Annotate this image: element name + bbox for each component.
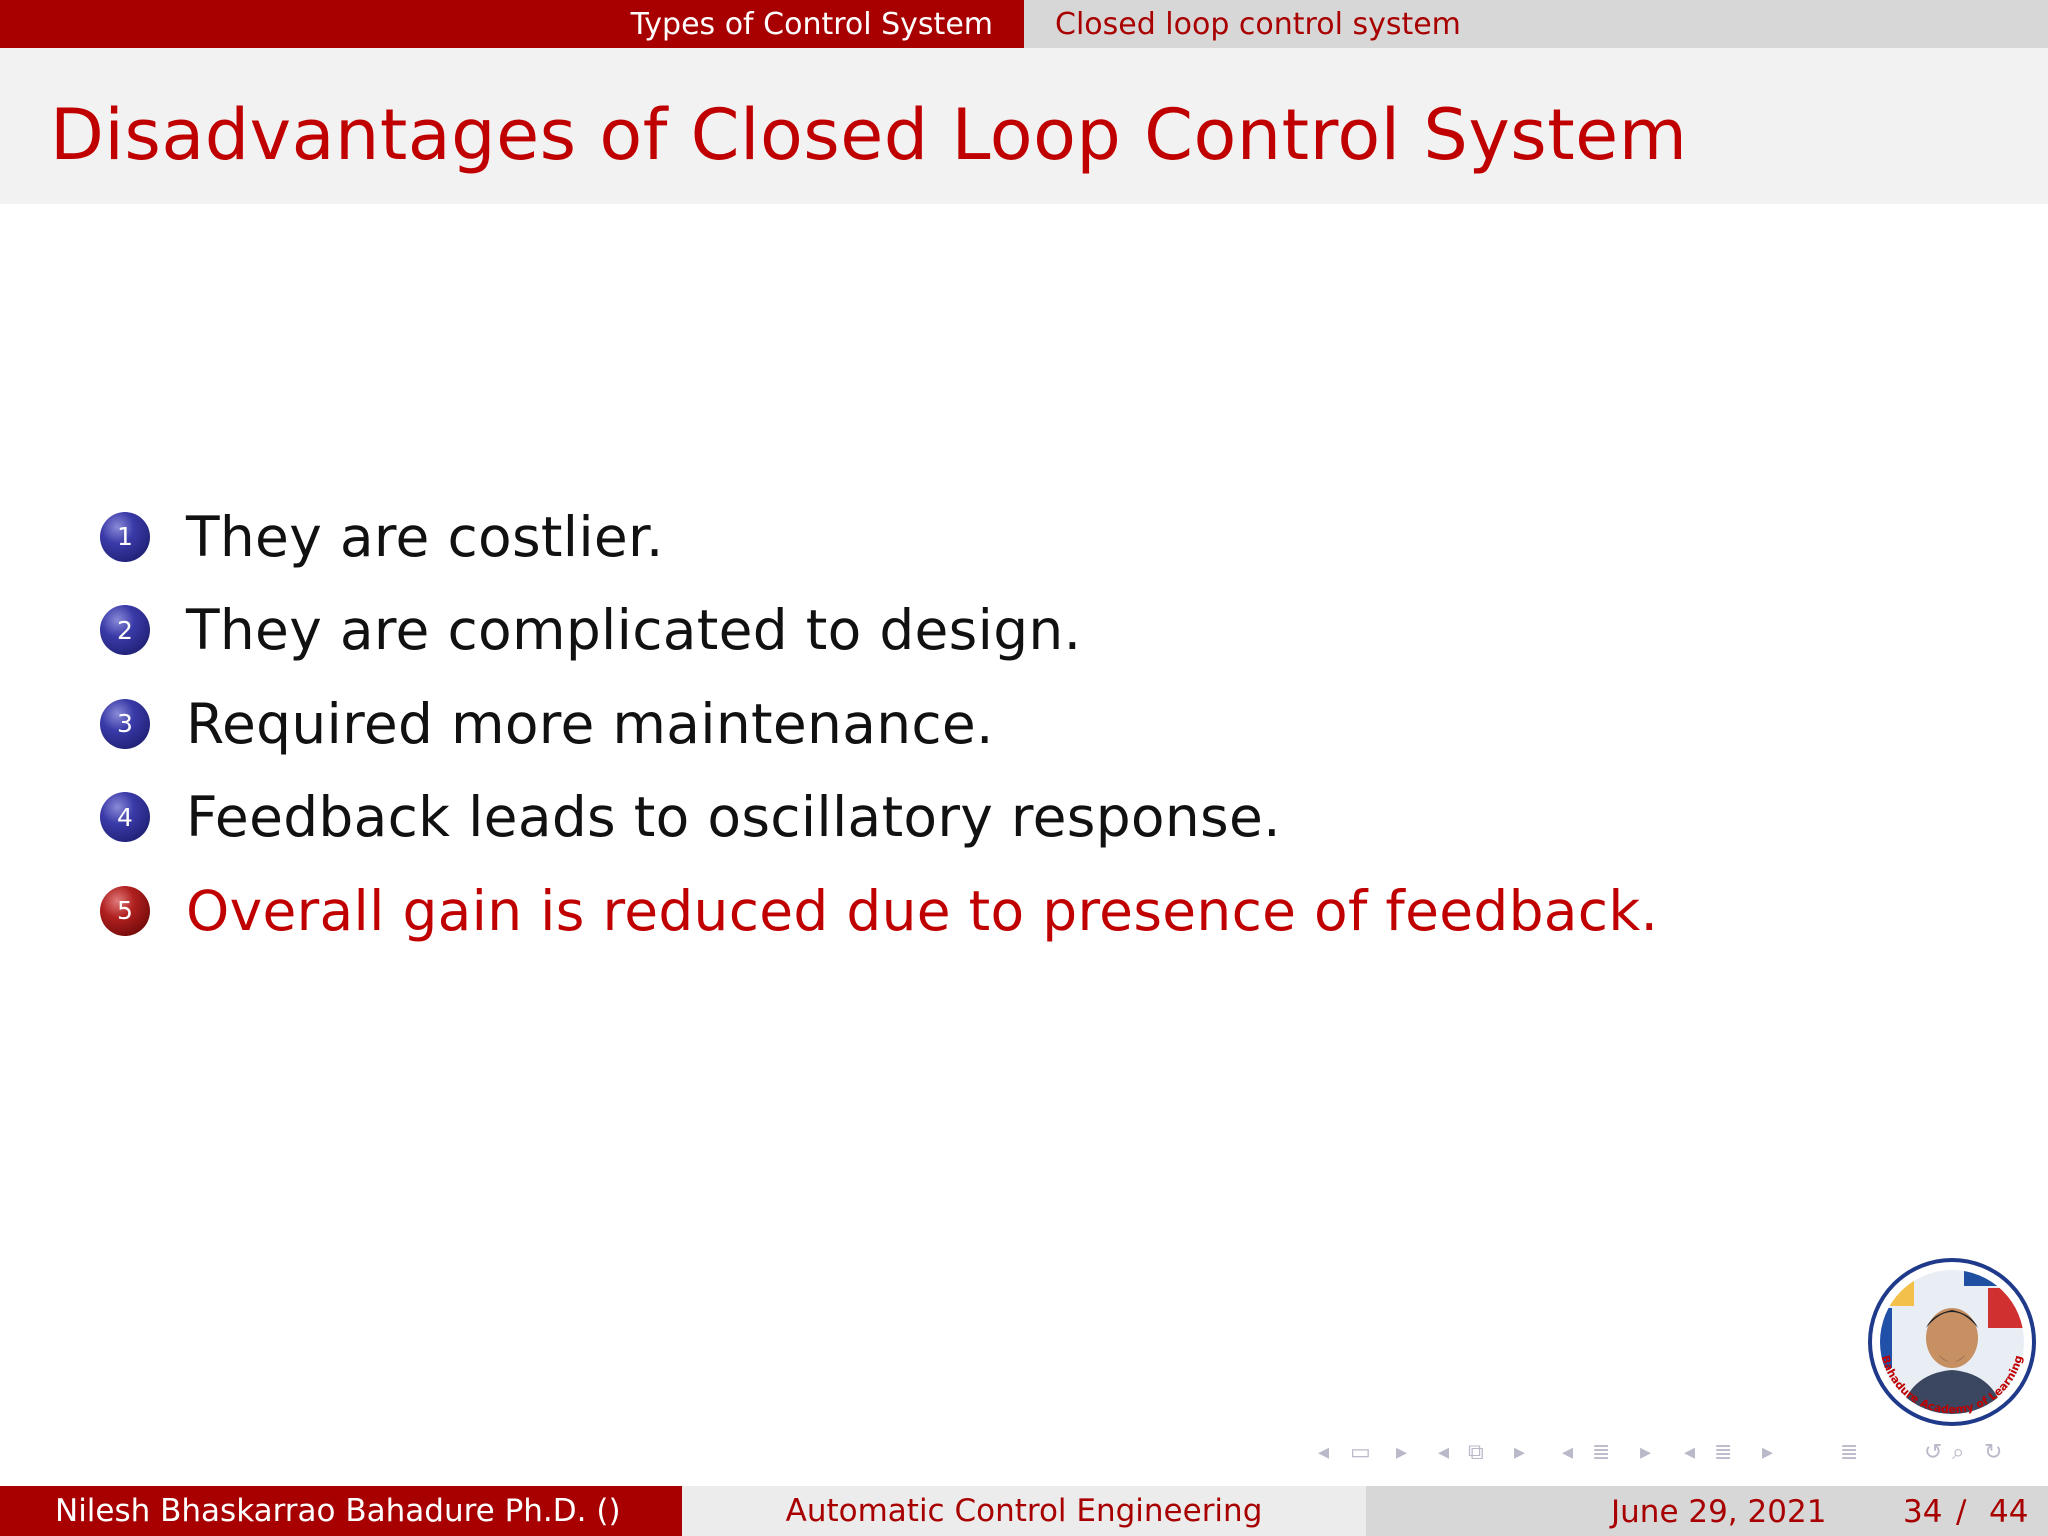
list-item-text: Overall gain is reduced due to presence of feedback.	[186, 878, 1659, 943]
enumerate-ball-icon: 5	[100, 886, 150, 936]
subsection-icon[interactable]: ⧉	[1468, 1440, 1484, 1465]
footer-date: June 29, 2021	[1611, 1494, 1827, 1530]
slide-prev-icon[interactable]: ◂	[1684, 1440, 1696, 1465]
list-item-text: Required more maintenance.	[186, 691, 994, 756]
list-item	[100, 771, 1658, 865]
section-link[interactable]: Types of Control System	[630, 6, 993, 42]
subsection-nav	[1024, 0, 2048, 48]
subsection-prev-icon[interactable]: ◂	[1438, 1440, 1450, 1465]
enumerate-ball-icon: 2	[100, 605, 150, 655]
list-item	[100, 584, 1658, 678]
section-nav	[0, 0, 1024, 48]
search-icon[interactable]: ⌕	[1952, 1440, 1965, 1465]
beamer-headline	[0, 0, 2048, 48]
page-separator: /	[1956, 1494, 1967, 1530]
slide-next-icon[interactable]: ▸	[1762, 1440, 1774, 1465]
section-icon[interactable]: ≣	[1592, 1440, 1611, 1465]
page-current: 34	[1903, 1494, 1943, 1530]
list-item	[100, 490, 1658, 584]
disadvantages-list	[100, 490, 1658, 958]
section-next-icon[interactable]: ▸	[1640, 1440, 1652, 1465]
footer-author: Nilesh Bhaskarrao Bahadure Ph.D. ()	[55, 1493, 621, 1529]
footer-author-box	[0, 1486, 682, 1536]
frame-icon[interactable]: ▭	[1350, 1440, 1371, 1465]
subsection-link[interactable]: Closed loop control system	[1055, 6, 1461, 42]
footer-title-box	[682, 1486, 1366, 1536]
page-total: 44	[1989, 1494, 2029, 1530]
list-item	[100, 677, 1658, 771]
beamer-footline	[0, 1486, 2048, 1536]
list-item-highlighted	[100, 864, 1658, 958]
back-icon[interactable]: ↺	[1924, 1440, 1943, 1465]
academy-logo	[1868, 1258, 2036, 1426]
list-item-text: Feedback leads to oscillatory response.	[186, 785, 1281, 850]
frame-title: Disadvantages of Closed Loop Control System	[50, 94, 1688, 176]
forward-icon[interactable]: ↻	[1984, 1440, 2003, 1465]
logo-caption: Bahadure Academy of Learning	[1878, 1353, 2026, 1417]
section-prev-icon[interactable]: ◂	[1562, 1440, 1574, 1465]
enumerate-ball-icon: 1	[100, 512, 150, 562]
enumerate-ball-icon: 4	[100, 792, 150, 842]
frame-prev-icon[interactable]: ◂	[1318, 1440, 1330, 1465]
slide-list-icon[interactable]: ≣	[1714, 1440, 1733, 1465]
footer-date-box	[1366, 1486, 2048, 1536]
enumerate-ball-icon: 3	[100, 699, 150, 749]
footer-course: Automatic Control Engineering	[785, 1493, 1263, 1529]
list-item-text: They are costlier.	[186, 504, 664, 569]
subsection-next-icon[interactable]: ▸	[1514, 1440, 1526, 1465]
list-item-text: They are complicated to design.	[186, 598, 1082, 663]
toc-icon[interactable]: ≣	[1840, 1440, 1859, 1465]
frame-title-band	[0, 48, 2048, 204]
frame-next-icon[interactable]: ▸	[1396, 1440, 1408, 1465]
beamer-navigation-symbols	[1318, 1440, 2038, 1470]
